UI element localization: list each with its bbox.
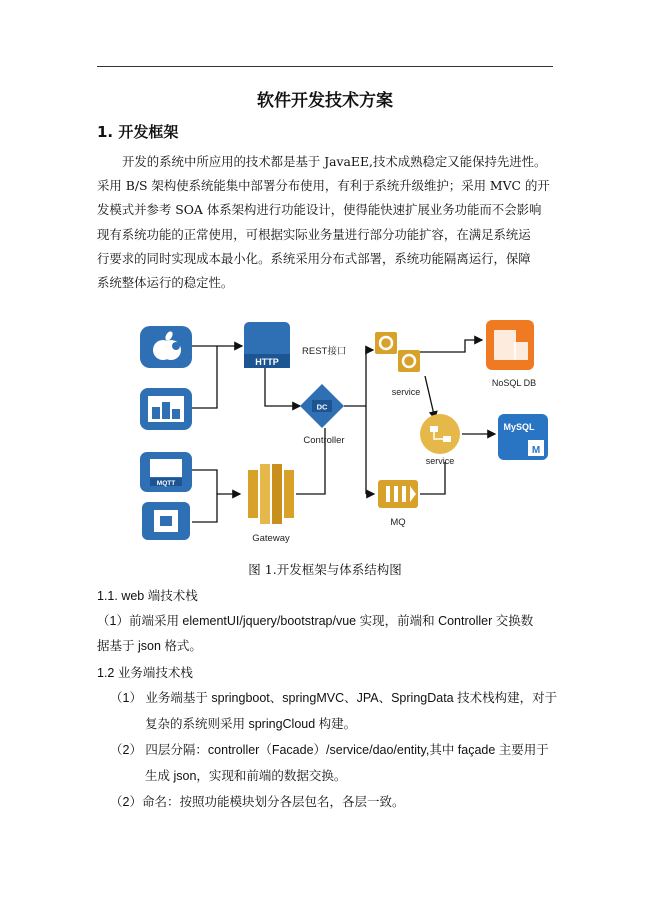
mq-label: MQ [390, 517, 406, 528]
gateway-icon [248, 464, 294, 524]
mqtt-label: MQTT [156, 480, 176, 487]
iot-chip-icon [142, 502, 190, 540]
mysql-label: MySQL [503, 422, 535, 432]
header-rule [97, 66, 553, 67]
section-1-2-item-cont: 复杂的系统则采用 springCloud 构建。 [145, 717, 357, 731]
apple-client-icon [140, 326, 192, 368]
mysql-m-label: M [531, 445, 541, 456]
paragraph-line: 发模式并参考 SOA 体系架构进行功能设计，使得能快速扩展业务功能而不会影响 [97, 202, 542, 218]
document-title: 软件开发技术方案 [257, 91, 393, 111]
section-1-2-item: （2）命名：按照功能模块划分各层包名，各层一致。 [110, 795, 405, 809]
service-mid-icon [420, 414, 460, 454]
section-1-2-item: （1） 业务端基于 springboot、springMVC、JPA、SpringData 技术栈构建，对于 [110, 691, 558, 705]
mq-icon [378, 480, 418, 508]
paragraph-line: 开发的系统中所应用的技术都是基于 JavaEE,技术成熟稳定又能保持先进性。 [122, 154, 547, 169]
mysql-db-icon [498, 414, 548, 460]
section-1-2-item: （2） 四层分隔：controller（Facade）/service/dao/entity,其中 façade 主要用于 [110, 743, 549, 757]
service-top-label: service [391, 387, 421, 397]
rest-label: REST接口 [302, 346, 347, 357]
section-1-2-heading: 1.2 业务端技术栈 [97, 666, 193, 680]
figure-caption: 图 1.开发框架与体系结构图 [248, 562, 402, 577]
controller-label: Controller [303, 435, 345, 446]
section-1-1-heading: 1.1. web 端技术栈 [97, 589, 198, 603]
section-1-2-item-cont: 生成 json，实现和前端的数据交换。 [145, 769, 347, 783]
paragraph-line: 现有系统功能的正常使用，可根据实际业务量进行部分功能扩容，在满足系统运 [97, 226, 531, 242]
nosql-db-icon [486, 320, 534, 370]
section-1-1-line: 据基于 json 格式。 [97, 639, 202, 653]
paragraph-line: 行要求的同时实现成本最小化。系统采用分布式部署，系统功能隔离运行，保障 [97, 250, 531, 266]
section-1-paragraph [97, 150, 557, 295]
service-mid-label: service [425, 456, 455, 466]
architecture-diagram [130, 312, 560, 548]
http-label: HTTP [255, 357, 279, 367]
paragraph-line: 系统整体运行的稳定性。 [97, 275, 234, 291]
section-1-1-line: （1）前端采用 elementUI/jquery/bootstrap/vue 实现，前端和 Controller 交换数 [97, 614, 534, 628]
gateway-label: Gateway [252, 533, 290, 544]
section-1-heading: 1. 开发框架 [97, 123, 179, 141]
dc-label: DC [316, 402, 328, 412]
desktop-client-icon [140, 388, 192, 430]
service-top-icon [375, 332, 420, 372]
paragraph-line: 采用 B/S 架构使系统能集中部署分布使用，有利于系统升级维护；采用 MVC 的开 [97, 178, 550, 194]
nosql-label: NoSQL DB [491, 378, 537, 388]
